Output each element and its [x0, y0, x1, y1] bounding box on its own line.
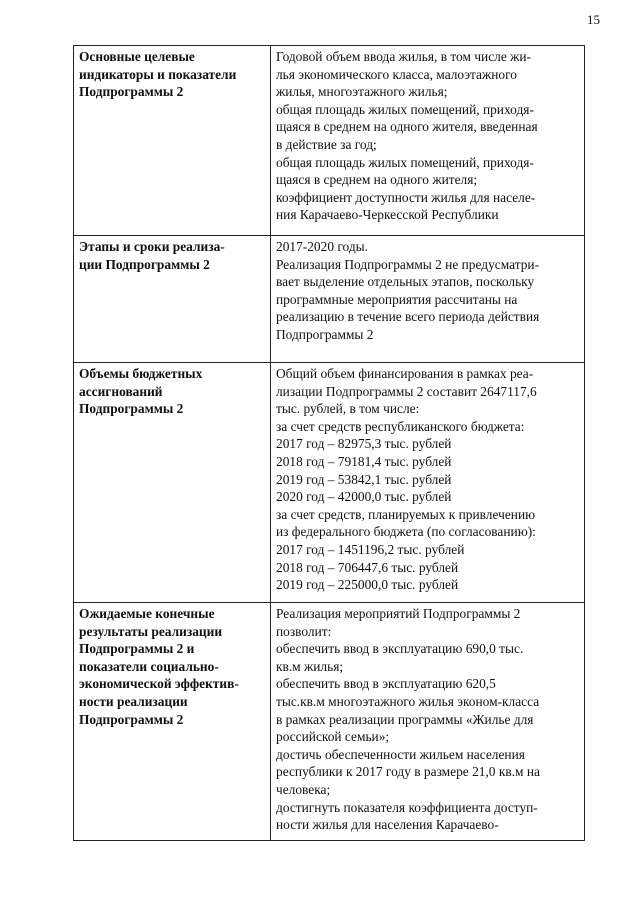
- table-row: [74, 363, 585, 603]
- row-label-budget-allocations: Объемы бюджетных ассигнований Подпрограммы 2: [74, 363, 271, 603]
- row-value-target-indicators: Годовой объем ввода жилья, в том числе жи- лья экономического класса, малоэтажного жилья, многоэтажного жилья; общая площадь жилых помещений, приходя- щаяся в среднем на одного жителя, введенная в действие за год; общая площадь жилых помещений, приходя- щаяся в среднем на одного жителя; коэффициент доступности жилья для населе- ния Карачаево-Черкесской Республики: [271, 46, 585, 236]
- table-row: [74, 236, 585, 363]
- row-value-expected-results: Реализация мероприятий Подпрограммы 2 позволит: обеспечить ввод в эксплуатацию 690,0 тыс. кв.м жилья; обеспечить ввод в эксплуатацию 620,5 тыс.кв.м многоэтажного жилья эконом-класса в рамках реализации программы «Жилье для российской семьи»; достичь обеспеченности жильем населения республики к 2017 году в размере 21,0 кв.м на человека; достигнуть показателя коэффициента доступ- ности жилья для населения Карачаево-: [271, 603, 585, 841]
- table-row: [74, 46, 585, 236]
- row-label-target-indicators: Основные целевые индикаторы и показатели Подпрограммы 2: [74, 46, 271, 236]
- subprogram-passport-table: [73, 45, 585, 841]
- row-value-budget-allocations: Общий объем финансирования в рамках реа- лизации Подпрограммы 2 составит 2647117,6 тыс. рублей, в том числе: за счет средств республиканского бюджета: 2017 год – 82975,3 тыс. рублей 2018 год – 79181,4 тыс. рублей 2019 год – 53842,1 тыс. рублей 2020 год – 42000,0 тыс. рублей за счет средств, планируемых к привлечению из федерального бюджета (по согласованию): 2017 год – 1451196,2 тыс. рублей 2018 год – 706447,6 тыс. рублей 2019 год – 225000,0 тыс. рублей: [271, 363, 585, 603]
- table-row: [74, 603, 585, 841]
- page-number: 15: [587, 12, 600, 27]
- row-label-stages-and-terms: Этапы и сроки реализа- ции Подпрограммы 2: [74, 236, 271, 363]
- row-label-expected-results: Ожидаемые конечные результаты реализации Подпрограммы 2 и показатели социально- экономической эффектив- ности реализации Подпрограммы 2: [74, 603, 271, 841]
- row-value-stages-and-terms: 2017-2020 годы. Реализация Подпрограммы 2 не предусматри- вает выделение отдельных этапов, поскольку программные мероприятия рассчитаны на реализацию в течение всего периода действия Подпрограммы 2: [271, 236, 585, 363]
